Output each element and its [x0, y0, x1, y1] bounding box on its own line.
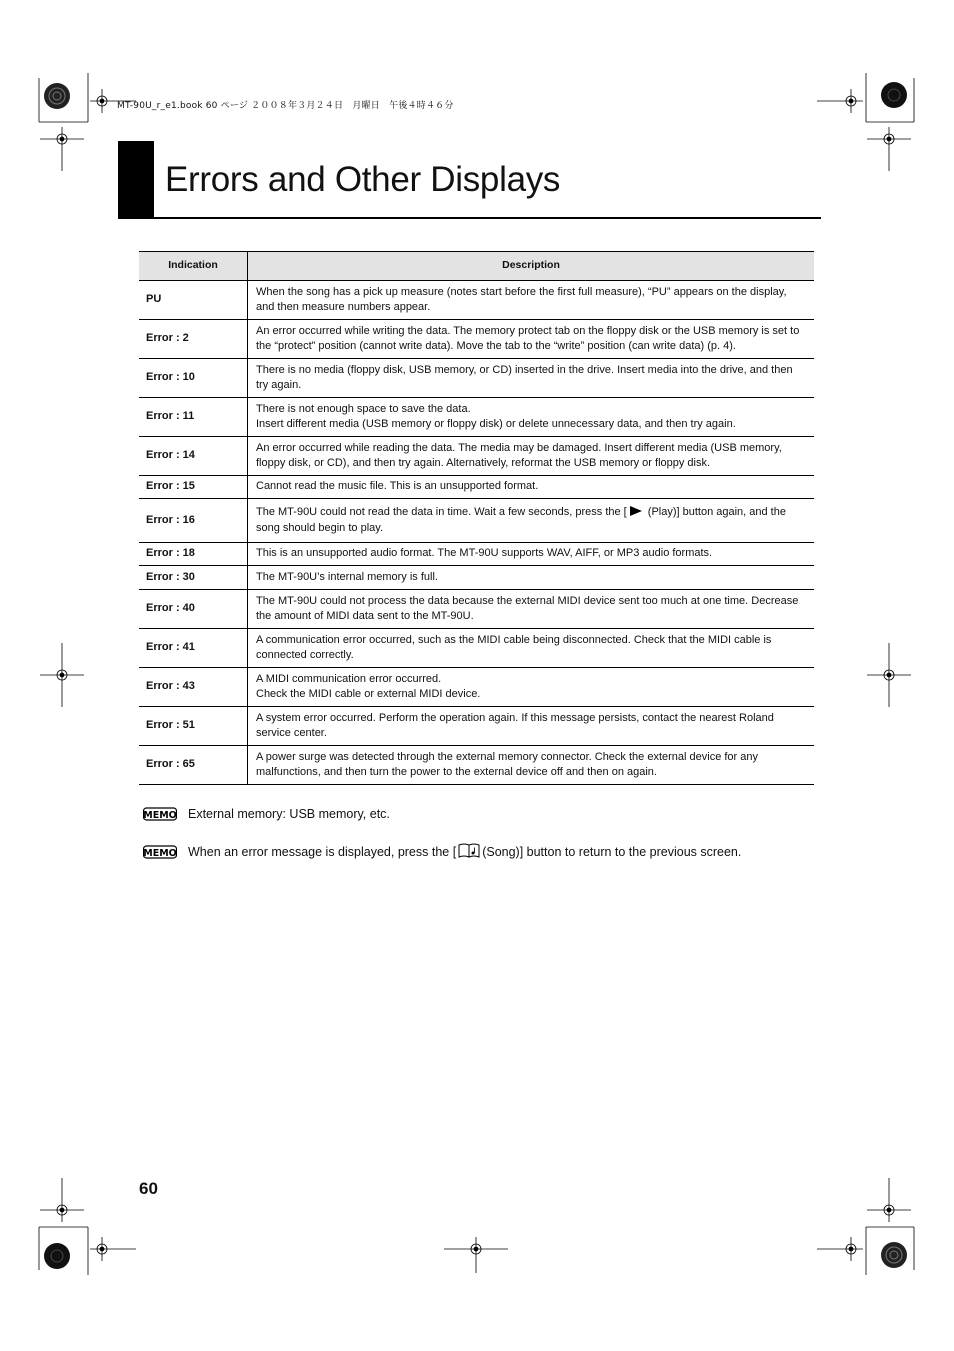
column-header-indication: Indication: [139, 252, 248, 281]
description-cell: The MT-90U’s internal memory is full.: [248, 566, 815, 590]
table-row: [139, 629, 814, 668]
description-cell: A communication error occurred, such as the MIDI cable being disconnected. Check that the MIDI cable is connected correctly.: [248, 629, 815, 668]
memo-text-post: (Song)] button to return to the previous screen.: [482, 845, 742, 859]
description-cell: An error occurred while reading the data. The media may be damaged. Insert different media (USB memory, floppy disk, or CD), and then try again. Alternatively, reformat the USB memory or floppy disk.: [248, 437, 815, 476]
memo-text-pre: When an error message is displayed, press the [: [188, 845, 457, 859]
indication-cell: Error : 30: [139, 566, 248, 590]
book-info-header: MT-90U_r_e1.book 60 ページ ２００８年３月２４日 月曜日 午後４時４６分: [117, 101, 454, 111]
table-row: [139, 476, 814, 499]
description-line: Insert different media (USB memory or floppy disk) or delete unnecessary data, and then try again.: [256, 418, 736, 430]
description-cell: An error occurred while writing the data. The memory protect tab on the floppy disk or the USB memory is set to the “protect” position (cannot write data). Move the tab to the “write” position (can write data) (p. 4).: [248, 320, 815, 359]
description-line: Check the MIDI cable or external MIDI device.: [256, 688, 481, 700]
memo-icon: [143, 844, 177, 860]
indication-cell: Error : 16: [139, 499, 248, 543]
svg-text:MEMO: MEMO: [143, 810, 177, 821]
column-header-description: Description: [248, 252, 815, 281]
table-row: [139, 437, 814, 476]
memo-icon: [143, 806, 177, 822]
description-cell: A power surge was detected through the external memory connector. Check the external device for any malfunctions, and then turn the power to the external device off and then on again.: [248, 746, 815, 785]
description-cell: When the song has a pick up measure (notes start before the first full measure), “PU” appears on the display, and then measure numbers appear.: [248, 281, 815, 320]
description-cell: This is an unsupported audio format. The MT-90U supports WAV, AIFF, or MP3 audio formats.: [248, 543, 815, 566]
svg-text:MEMO: MEMO: [143, 848, 177, 859]
table-row: [139, 707, 814, 746]
indication-cell: Error : 15: [139, 476, 248, 499]
description-cell: A system error occurred. Perform the operation again. If this message persists, contact the nearest Roland service center.: [248, 707, 815, 746]
table-row: [139, 590, 814, 629]
table-header-row: [139, 252, 814, 281]
description-cell: The MT-90U could not process the data because the external MIDI device sent too much at one time. Decrease the amount of MIDI data sent to the MT-90U.: [248, 590, 815, 629]
table-row: [139, 499, 814, 543]
indication-cell: Error : 11: [139, 398, 248, 437]
description-line: A MIDI communication error occurred.: [256, 672, 442, 685]
play-triangle-icon: [630, 506, 642, 516]
table-row: [139, 746, 814, 785]
description-text-post: (Play)] button again, and the song should begin to play.: [256, 506, 786, 534]
page-number: 60: [139, 1179, 158, 1198]
table-row: [139, 566, 814, 590]
table-row: [139, 320, 814, 359]
description-cell: Cannot read the music file. This is an unsupported format.: [248, 476, 815, 499]
table-row: [139, 668, 814, 707]
description-cell: [248, 398, 815, 437]
indication-cell: Error : 18: [139, 543, 248, 566]
table-row: [139, 359, 814, 398]
table-row: [139, 281, 814, 320]
indication-cell: Error : 41: [139, 629, 248, 668]
indication-cell: Error : 10: [139, 359, 248, 398]
indication-cell: Error : 43: [139, 668, 248, 707]
title-black-block: [118, 141, 154, 219]
description-line: There is not enough space to save the data.: [256, 402, 471, 415]
indication-cell: Error : 14: [139, 437, 248, 476]
page-title: Errors and Other Displays: [165, 160, 561, 199]
title-underline: [118, 217, 821, 219]
indication-cell: Error : 2: [139, 320, 248, 359]
indication-cell: Error : 40: [139, 590, 248, 629]
memo-note-1: [143, 806, 390, 822]
song-book-icon: [458, 843, 480, 861]
description-cell: [248, 499, 815, 543]
indication-cell: Error : 65: [139, 746, 248, 785]
indication-cell: PU: [139, 281, 248, 320]
description-cell: [248, 668, 815, 707]
indication-cell: Error : 51: [139, 707, 248, 746]
memo-text: External memory: USB memory, etc.: [188, 807, 390, 821]
description-cell: There is no media (floppy disk, USB memory, or CD) inserted in the drive. Insert media into the drive, and then try again.: [248, 359, 815, 398]
table-row: [139, 398, 814, 437]
error-table: [139, 251, 814, 785]
table-row: [139, 543, 814, 566]
memo-note-2: [143, 843, 741, 861]
description-text-pre: The MT-90U could not read the data in time. Wait a few seconds, press the [: [256, 506, 627, 518]
